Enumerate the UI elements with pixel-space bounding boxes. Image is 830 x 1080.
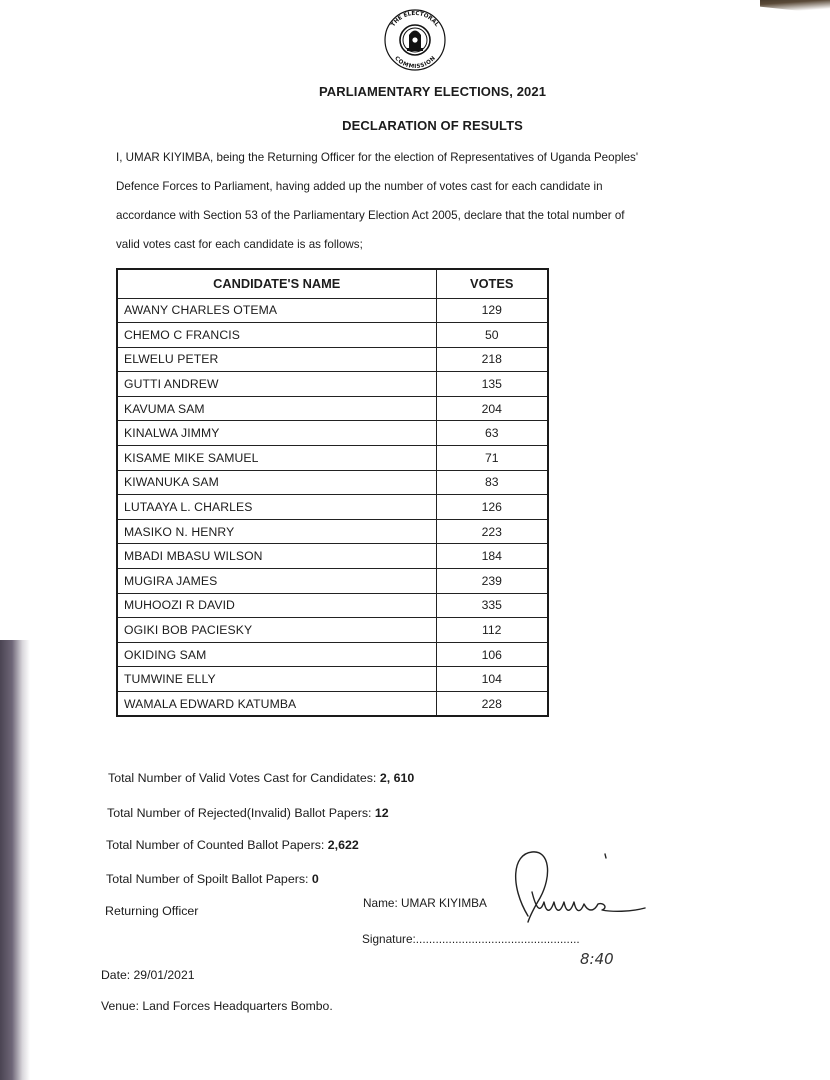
table-row <box>117 544 548 569</box>
signature-dots: .................................................. <box>415 932 580 946</box>
candidate-votes: 184 <box>436 544 548 569</box>
total-valid-votes-label: Total Number of Valid Votes Cast for Candidates: <box>108 771 380 785</box>
candidate-name: KAVUMA SAM <box>117 396 436 421</box>
handwritten-signature <box>500 846 670 928</box>
candidate-name: CHEMO C FRANCIS <box>117 323 436 348</box>
candidate-name: LUTAAYA L. CHARLES <box>117 495 436 520</box>
table-row <box>117 642 548 667</box>
candidate-votes: 223 <box>436 519 548 544</box>
results-table <box>116 268 549 717</box>
table-header-row <box>117 269 548 298</box>
candidate-votes: 63 <box>436 421 548 446</box>
candidate-name: WAMALA EDWARD KATUMBA <box>117 692 436 717</box>
results-table-body <box>117 298 548 716</box>
officer-name: Name: UMAR KIYIMBA <box>363 896 487 910</box>
declaration-line: accordance with Section 53 of the Parliamentary Election Act 2005, declare that the total number of <box>116 209 625 222</box>
candidate-votes: 228 <box>436 692 548 717</box>
total-rejected-ballots-label: Total Number of Rejected(Invalid) Ballot Papers: <box>107 806 375 820</box>
table-row <box>117 446 548 471</box>
table-row <box>117 495 548 520</box>
candidate-name: GUTTI ANDREW <box>117 372 436 397</box>
candidate-name: OGIKI BOB PACIESKY <box>117 618 436 643</box>
candidate-name: KISAME MIKE SAMUEL <box>117 446 436 471</box>
returning-officer-label: Returning Officer <box>105 904 199 918</box>
candidate-votes: 204 <box>436 396 548 421</box>
table-row <box>117 396 548 421</box>
signature-label: Signature: <box>362 932 416 946</box>
candidate-votes: 335 <box>436 593 548 618</box>
candidate-name: OKIDING SAM <box>117 642 436 667</box>
candidate-name: AWANY CHARLES OTEMA <box>117 298 436 323</box>
candidate-name: MBADI MBASU WILSON <box>117 544 436 569</box>
candidate-name: MASIKO N. HENRY <box>117 519 436 544</box>
table-row <box>117 667 548 692</box>
candidate-name: KIWANUKA SAM <box>117 470 436 495</box>
declaration-date: Date: 29/01/2021 <box>101 968 195 982</box>
document-title: PARLIAMENTARY ELECTIONS, 2021 <box>318 84 547 99</box>
total-spoilt-ballots <box>106 872 319 886</box>
table-row <box>117 347 548 372</box>
declaration-line: Defence Forces to Parliament, having added up the number of votes cast for each candidate in <box>116 180 603 193</box>
table-row <box>117 569 548 594</box>
candidate-name: ELWELU PETER <box>117 347 436 372</box>
candidate-name: MUGIRA JAMES <box>117 569 436 594</box>
total-rejected-ballots-value: 12 <box>374 806 389 820</box>
table-row <box>117 372 548 397</box>
table-row <box>117 323 548 348</box>
candidate-votes: 104 <box>436 667 548 692</box>
declaration-line: valid votes cast for each candidate is as follows; <box>116 238 363 251</box>
candidate-votes: 106 <box>436 642 548 667</box>
electoral-commission-seal-icon <box>383 8 447 72</box>
total-counted-ballots-label: Total Number of Counted Ballot Papers: <box>106 838 328 852</box>
total-valid-votes-value: 2, 610 <box>379 771 415 785</box>
signature-line <box>362 932 580 946</box>
table-row <box>117 593 548 618</box>
table-row <box>117 519 548 544</box>
document-subtitle: DECLARATION OF RESULTS <box>342 118 523 133</box>
candidate-votes: 129 <box>436 298 548 323</box>
column-header-votes: VOTES <box>436 269 548 298</box>
candidate-votes: 112 <box>436 618 548 643</box>
total-spoilt-ballots-label: Total Number of Spoilt Ballot Papers: <box>106 872 312 886</box>
total-spoilt-ballots-value: 0 <box>311 872 319 886</box>
table-row <box>117 692 548 717</box>
total-rejected-ballots <box>107 806 389 820</box>
candidate-votes: 218 <box>436 347 548 372</box>
handwritten-time: 8:40 <box>580 950 614 968</box>
candidate-name: MUHOOZI R DAVID <box>117 593 436 618</box>
table-row <box>117 298 548 323</box>
total-valid-votes <box>108 771 414 785</box>
total-counted-ballots-value: 2,622 <box>327 838 359 852</box>
candidate-votes: 126 <box>436 495 548 520</box>
table-row <box>117 421 548 446</box>
candidate-name: KINALWA JIMMY <box>117 421 436 446</box>
candidate-votes: 71 <box>436 446 548 471</box>
candidate-votes: 83 <box>436 470 548 495</box>
candidate-votes: 50 <box>436 323 548 348</box>
declaration-line: I, UMAR KIYIMBA, being the Returning Officer for the election of Representatives of Uganda Peoples' <box>116 151 639 164</box>
candidate-votes: 239 <box>436 569 548 594</box>
declaration-venue: Venue: Land Forces Headquarters Bombo. <box>101 999 333 1013</box>
seal-text-bottom: COMMISSION <box>393 55 437 71</box>
candidate-votes: 135 <box>436 372 548 397</box>
candidate-name: TUMWINE ELLY <box>117 667 436 692</box>
table-row <box>117 618 548 643</box>
seal-text-top: THE ELECTORAL <box>390 10 440 28</box>
column-header-candidate-name: CANDIDATE'S NAME <box>117 269 436 298</box>
table-row <box>117 470 548 495</box>
total-counted-ballots <box>106 838 359 852</box>
